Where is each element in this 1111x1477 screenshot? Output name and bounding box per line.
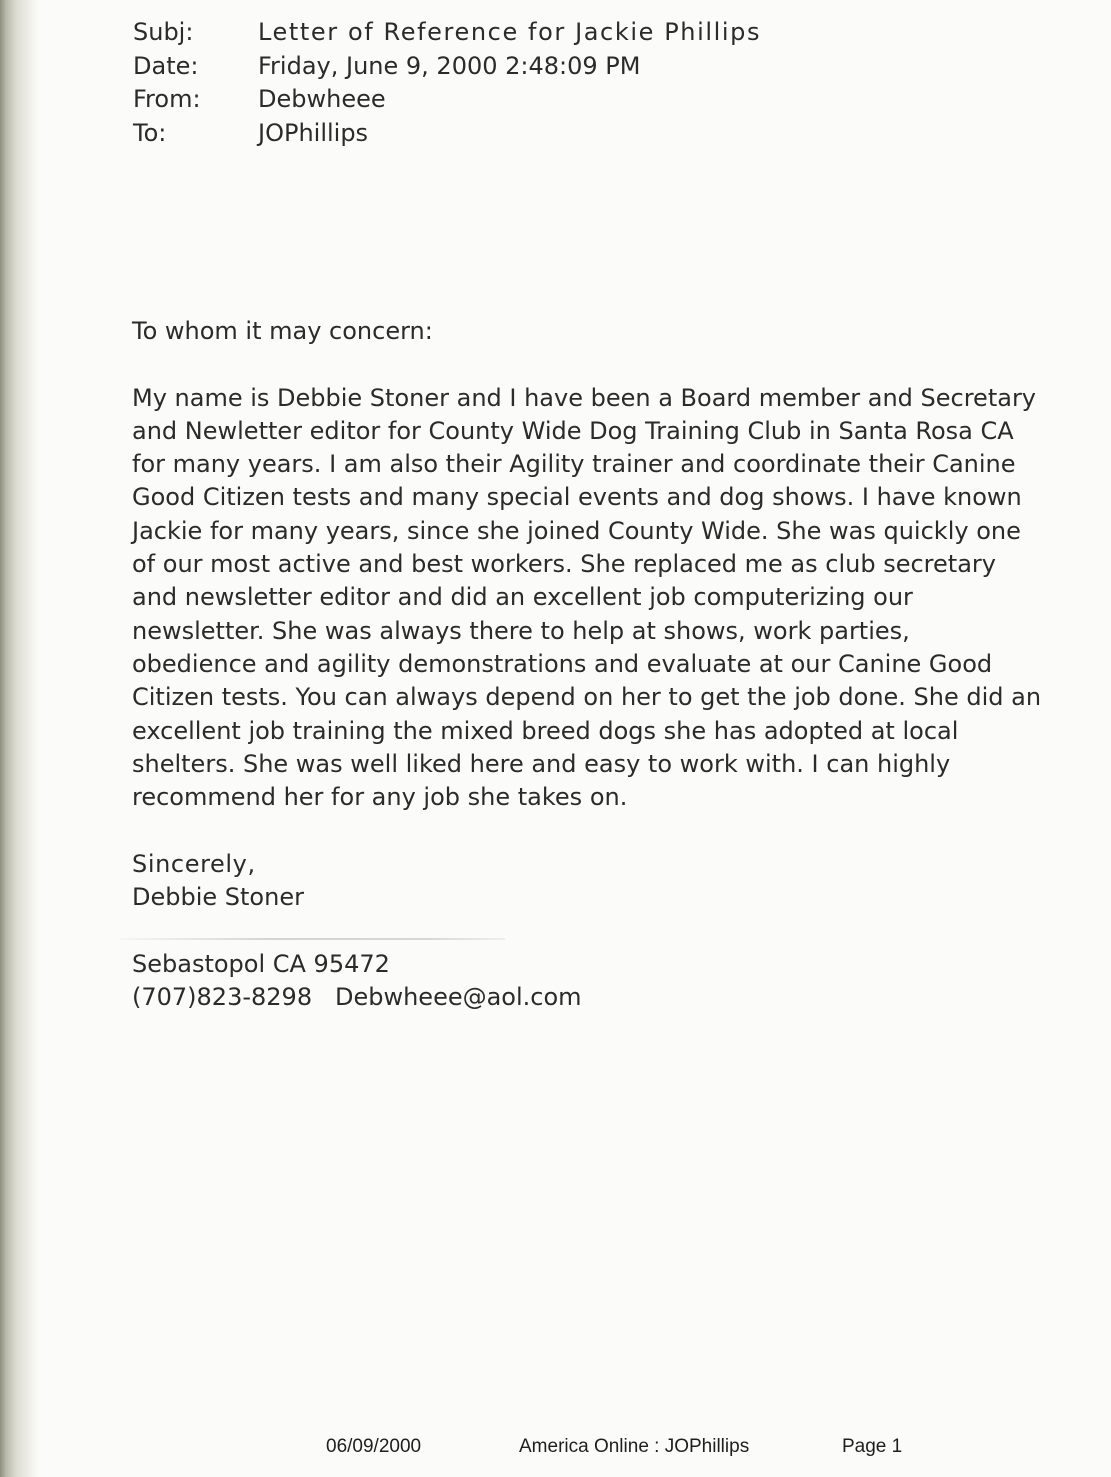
body-line: and newsletter editor and did an excellent job computerizing our xyxy=(132,583,913,612)
closing: Sincerely, xyxy=(132,849,256,878)
footer-page: Page 1 xyxy=(842,1436,903,1457)
from-label: From: xyxy=(133,85,201,113)
signer-phone: (707)823-8298 xyxy=(132,982,313,1011)
body-line: shelters. She was well liked here and easy to work with. I can highly xyxy=(132,749,951,778)
body-line: and Newletter editor for County Wide Dog Training Club in Santa Rosa CA xyxy=(132,416,1014,445)
body-line: recommend her for any job she takes on. xyxy=(132,783,628,812)
signer-name: Debbie Stoner xyxy=(132,883,304,912)
body-line: for many years. I am also their Agility trainer and coordinate their Canine xyxy=(132,450,1016,479)
letter-body xyxy=(132,315,1107,1014)
body-line: newsletter. She was always there to help at shows, work parties, xyxy=(132,616,910,645)
to-row xyxy=(133,117,761,151)
body-line: Good Citizen tests and many special events and dog shows. I have known xyxy=(132,483,1022,512)
subject-row xyxy=(133,16,761,50)
email-header xyxy=(133,16,761,150)
subject-value: Letter of Reference for Jackie Phillips xyxy=(258,18,762,46)
signer-email: Debwheee@aol.com xyxy=(334,982,582,1011)
from-value: Debwheee xyxy=(258,85,386,113)
contact-line xyxy=(132,981,1107,1014)
body-line: My name is Debbie Stoner and I have been a Board member and Secretary xyxy=(132,383,1037,412)
to-label: To: xyxy=(133,118,167,147)
footer-service: America Online : JOPhillips xyxy=(519,1436,750,1457)
footer-date: 06/09/2000 xyxy=(326,1436,422,1457)
salutation: To whom it may concern: xyxy=(132,317,433,345)
signature-divider xyxy=(120,938,505,940)
date-row xyxy=(133,50,761,84)
body-line: of our most active and best workers. She replaced me as club secretary xyxy=(132,550,996,579)
body-line: Jackie for many years, since she joined County Wide. She was quickly one xyxy=(132,516,1021,545)
page-edge-shadow xyxy=(0,0,40,1477)
body-line: excellent job training the mixed breed dogs she has adopted at local xyxy=(132,716,959,745)
date-value: Friday, June 9, 2000 2:48:09 PM xyxy=(258,51,641,80)
from-row xyxy=(133,83,761,117)
to-value: JOPhillips xyxy=(258,118,369,147)
subject-label: Subj: xyxy=(133,18,194,46)
date-label: Date: xyxy=(133,51,199,80)
body-line: obedience and agility demonstrations and evaluate at our Canine Good xyxy=(132,649,993,678)
body-line: Citizen tests. You can always depend on her to get the job done. She did an xyxy=(132,683,1042,712)
signer-address: Sebastopol CA 95472 xyxy=(132,949,390,978)
